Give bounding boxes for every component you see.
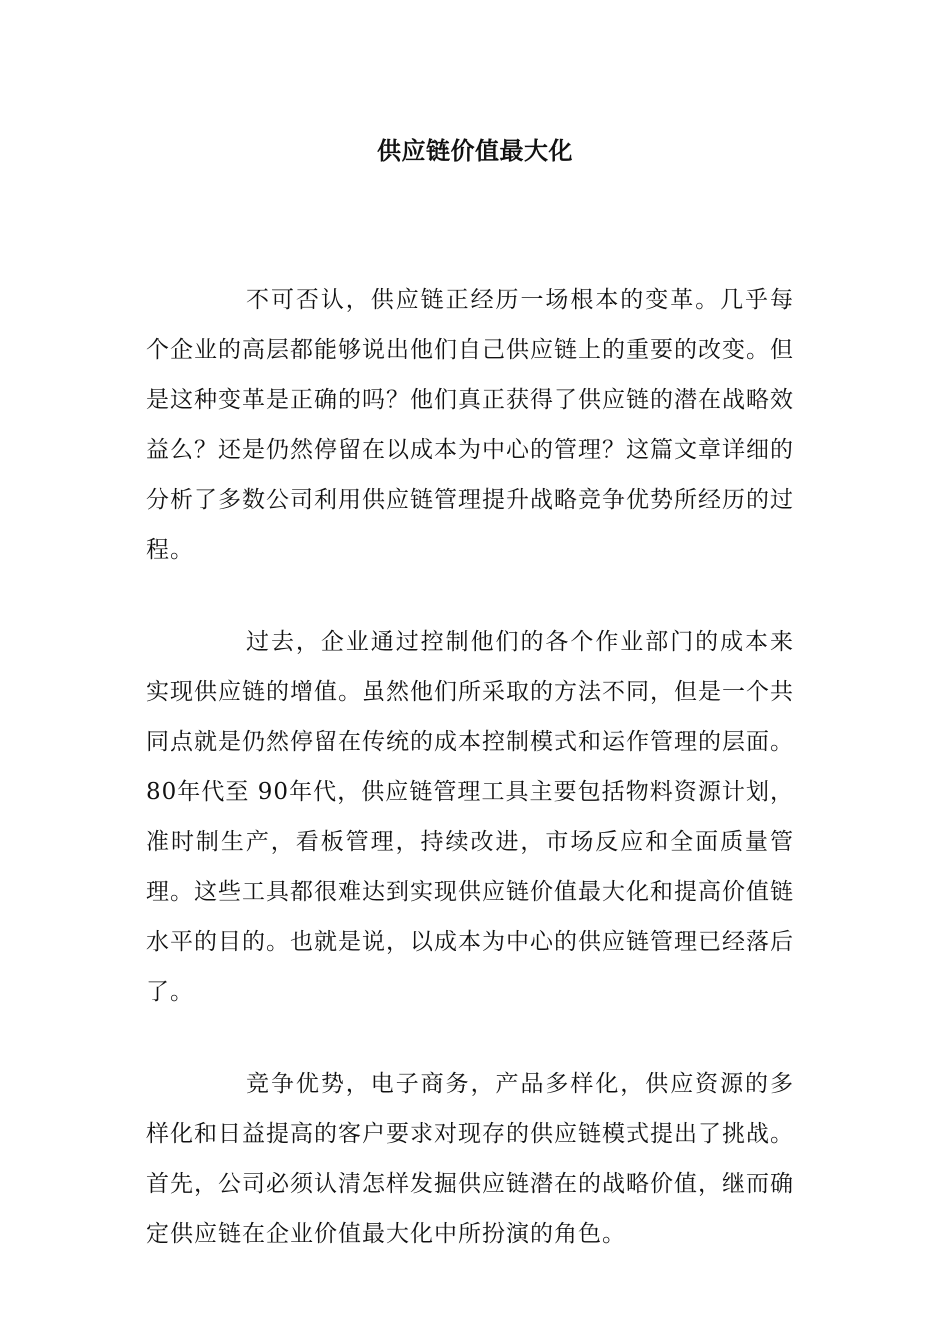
document-body bbox=[146, 275, 794, 1301]
paragraph-1: 不可否认，供应链正经历一场根本的变革。几乎每个企业的高层都能够说出他们自己供应链上的重要的改变。但是这种变革是正确的吗？他们真正获得了供应链的潜在战略效益么？还是仍然停留在以成本为中心的管理？这篇文章详细的分析了多数公司利用供应链管理提升战略竞争优势所经历的过程。 bbox=[146, 287, 794, 563]
paragraph-3: 竞争优势，电子商务，产品多样化，供应资源的多样化和日益提高的客户要求对现存的供应链模式提出了挑战。首先，公司必须认清怎样发掘供应链潜在的战略价值，继而确定供应链在企业价值最大化中所扮演的角色。 bbox=[146, 1071, 794, 1247]
document-title: 供应链价值最大化 bbox=[377, 137, 573, 165]
paragraph-2: 过去，企业通过控制他们的各个作业部门的成本来实现供应链的增值。虽然他们所采取的方法不同，但是一个共同点就是仍然停留在传统的成本控制模式和运作管理的层面。 80年代至 90年代，供应链管理工具主要包括物料资源计划，准时制生产，看板管理，持续改进，市场反应和全面质量管理。这些工具都很难达到实现供应链价值最大化和提高价值链水平的目的。也就是说，以成本为中心的供应链管理已经落后了。 bbox=[146, 629, 794, 1005]
